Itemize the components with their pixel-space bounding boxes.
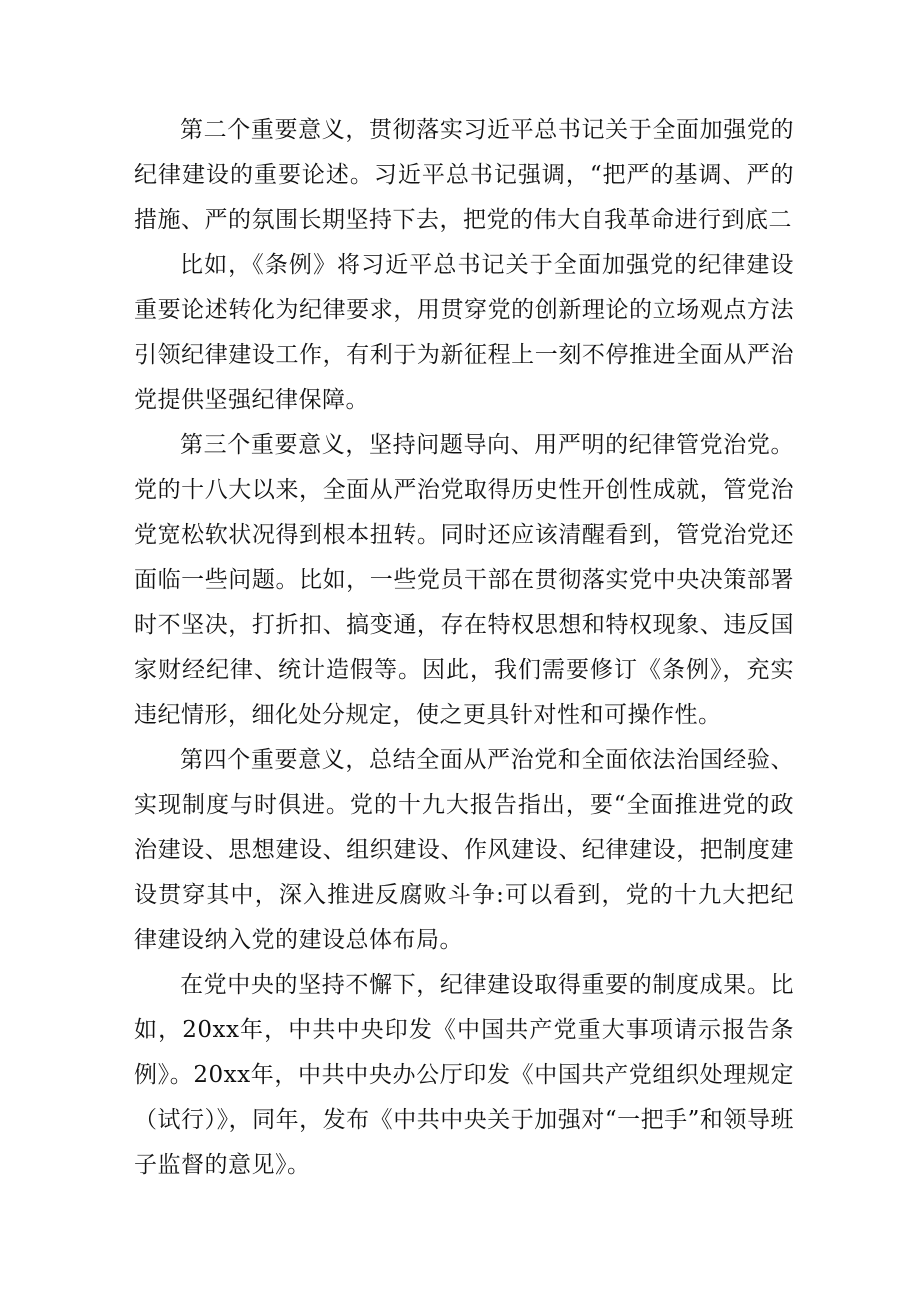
document-body <box>134 108 794 1188</box>
paragraph-3rd-significance: 第三个重要意义，坚持问题导向、用严明的纪律管党治党。党的十八大以来，全面从严治党取得历史性开创性成就，管党治党宽松软状况得到根本扭转。同时还应该清醒看到，管党治党还面临一些问题。比如，一些党员干部在贯彻落实党中央决策部署时不坚决，打折扣、搞变通，存在特权思想和特权现象、违反国家财经纪律、统计造假等。因此，我们需要修订《条例》，充实违纪情形，细化处分规定，使之更具针对性和可操作性。 <box>134 432 794 728</box>
paragraph-2nd-significance: 第二个重要意义，贯彻落实习近平总书记关于全面加强党的纪律建设的重要论述。习近平总书记强调，“把严的基调、严的措施、严的氛围长期坚持下去，把党的伟大自我革命进行到底二 <box>134 117 794 233</box>
paragraph-institutional-results: 在党中央的坚持不懈下，纪律建设取得重要的制度成果。比如，20xx年，中共中央印发《中国共产党重大事项请示报告条例》。20xx年，中共中央办公厅印发《中国共产党组织处理规定（试行）》，同年，发布《中共中央关于加强对“一把手”和领导班子监督的意见》。 <box>134 972 794 1178</box>
paragraph-regulation-example: 比如，《条例》将习近平总书记关于全面加强党的纪律建设重要论述转化为纪律要求，用贯穿党的创新理论的立场观点方法引领纪律建设工作，有利于为新征程上一刻不停推进全面从严治党提供坚强纪律保障。 <box>134 252 794 413</box>
paragraph-4th-significance: 第四个重要意义，总结全面从严治党和全面依法治国经验、实现制度与时俱进。党的十九大报告指出，要“全面推进党的政治建设、思想建设、组织建设、作风建设、纪律建设，把制度建设贯穿其中，深入推进反腐败斗争:可以看到，党的十九大把纪律建设纳入党的建设总体布局。 <box>134 747 794 953</box>
